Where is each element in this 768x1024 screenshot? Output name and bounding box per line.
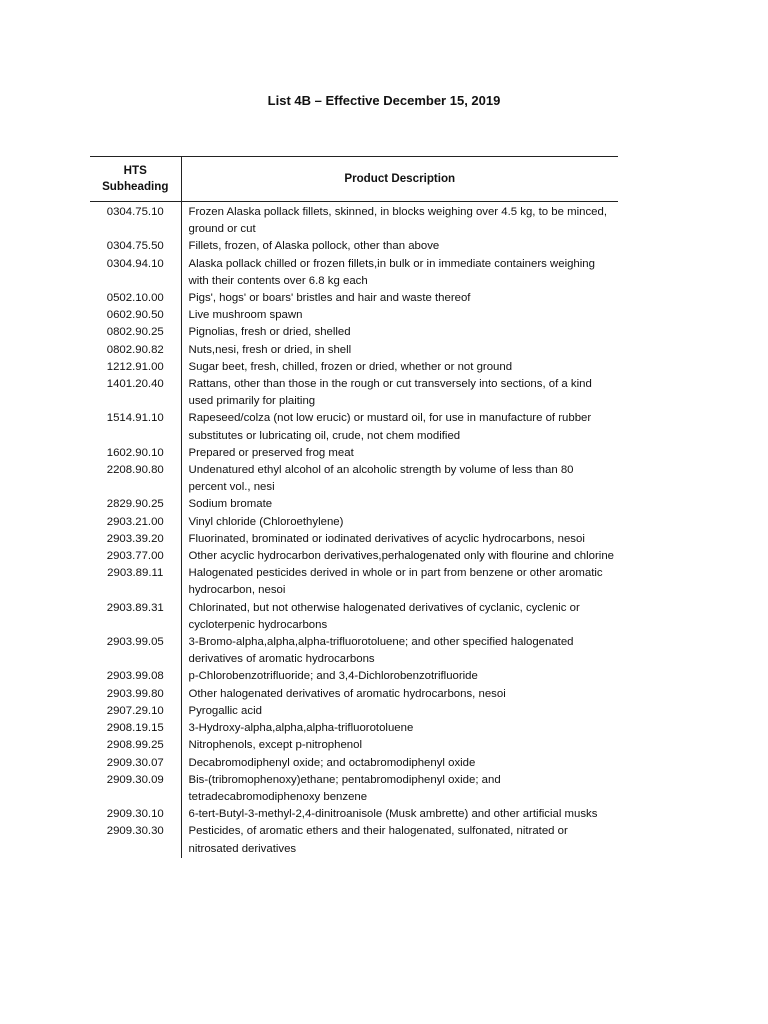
- hts-code-cell: 2907.29.10: [90, 703, 181, 720]
- table-row: [90, 514, 618, 531]
- table-row: [90, 823, 618, 857]
- table-body: [90, 202, 618, 858]
- table-row: [90, 238, 618, 255]
- table-row: [90, 531, 618, 548]
- hts-code-cell: 2909.30.10: [90, 806, 181, 823]
- table-row: [90, 703, 618, 720]
- hts-code-cell: 2908.99.25: [90, 737, 181, 754]
- hts-code-cell: 0304.75.50: [90, 238, 181, 255]
- hts-code-cell: 2903.99.05: [90, 634, 181, 668]
- product-description-cell: Rapeseed/colza (not low erucic) or mustard oil, for use in manufacture of rubber substitutes or lubricating oil, crude, not chem modified: [188, 412, 592, 442]
- table-row: [90, 256, 618, 290]
- table-row: [90, 806, 618, 823]
- hts-header-line2: Subheading: [102, 180, 169, 193]
- product-description-cell: Nuts,nesi, fresh or dried, in shell: [188, 343, 352, 356]
- product-description-cell: 3-Bromo-alpha,alpha,alpha-trifluorotoluene; and other specified halogenated derivatives of aromatic hydrocarbons: [188, 636, 574, 666]
- product-description-cell: Vinyl chloride (Chloroethylene): [188, 515, 344, 528]
- table-row: [90, 600, 618, 634]
- table-row: [90, 342, 618, 359]
- product-description-cell: Other acyclic hydrocarbon derivatives,perhalogenated only with flourine and chlorine: [188, 550, 614, 563]
- table-row: [90, 359, 618, 376]
- product-description-cell: 3-Hydroxy-alpha,alpha,alpha-trifluorotoluene: [188, 722, 414, 735]
- table-row: [90, 755, 618, 772]
- table-row: [90, 202, 618, 239]
- product-description-cell: Rattans, other than those in the rough or cut transversely into sections, of a kind used primarily for plaiting: [188, 378, 592, 408]
- product-description-cell: Undenatured ethyl alcohol of an alcoholic strength by volume of less than 80 percent vol., nesi: [188, 464, 574, 494]
- product-description-cell: Pesticides, of aromatic ethers and their halogenated, sulfonated, nitrated or nitrosated derivatives: [188, 825, 568, 855]
- table-row: [90, 548, 618, 565]
- table-row: [90, 720, 618, 737]
- product-description-cell: Fluorinated, brominated or iodinated derivatives of acyclic hydrocarbons, nesoi: [188, 532, 585, 545]
- hts-code-cell: 2909.30.30: [90, 823, 181, 857]
- product-description-cell: Sodium bromate: [188, 498, 273, 511]
- hts-code-cell: 2903.89.11: [90, 565, 181, 599]
- product-description-cell: Other halogenated derivatives of aromatic hydrocarbons, nesoi: [188, 687, 506, 700]
- hts-header-line1: HTS: [123, 164, 147, 177]
- hts-code-cell: 2909.30.07: [90, 755, 181, 772]
- hts-code-cell: 0304.75.10: [90, 202, 181, 239]
- hts-code-cell: 2903.21.00: [90, 514, 181, 531]
- product-description-cell: 6-tert-Butyl-3-methyl-2,4-dinitroanisole (Musk ambrette) and other artificial musks: [188, 808, 598, 821]
- hts-code-cell: 2903.99.08: [90, 668, 181, 685]
- table-row: [90, 737, 618, 754]
- product-description-cell: Bis-(tribromophenoxy)ethane; pentabromodiphenyl oxide; and tetradecabromodiphenoxy benzene: [188, 773, 501, 803]
- hts-code-cell: 2903.77.00: [90, 548, 181, 565]
- table-row: [90, 410, 618, 444]
- product-description-cell: Prepared or preserved frog meat: [188, 446, 354, 459]
- hts-code-cell: 2208.90.80: [90, 462, 181, 496]
- hts-subheading-header: [90, 157, 181, 202]
- product-description-cell: Pignolias, fresh or dried, shelled: [188, 326, 351, 339]
- table-header-row: [90, 157, 618, 202]
- table-row: [90, 668, 618, 685]
- product-description-cell: Live mushroom spawn: [188, 309, 303, 322]
- table-row: [90, 565, 618, 599]
- hts-code-cell: 0502.10.00: [90, 290, 181, 307]
- hts-code-cell: 1514.91.10: [90, 410, 181, 444]
- product-description-header: Product Description: [181, 157, 618, 202]
- product-description-cell: Sugar beet, fresh, chilled, frozen or dried, whether or not ground: [188, 360, 513, 373]
- product-description-cell: Alaska pollack chilled or frozen fillets,in bulk or in immediate containers weighing with their contents over 6.8 kg each: [188, 257, 595, 287]
- product-description-cell: Frozen Alaska pollack fillets, skinned, in blocks weighing over 4.5 kg, to be minced, ground or cut: [188, 206, 608, 236]
- hts-code-cell: 0802.90.82: [90, 342, 181, 359]
- hts-code-cell: 0802.90.25: [90, 324, 181, 341]
- product-description-cell: Nitrophenols, except p-nitrophenol: [188, 739, 362, 752]
- product-description-cell: p-Chlorobenzotrifluoride; and 3,4-Dichlorobenzotrifluoride: [188, 670, 478, 683]
- table-row: [90, 686, 618, 703]
- hts-code-cell: 2908.19.15: [90, 720, 181, 737]
- hts-code-cell: 2829.90.25: [90, 496, 181, 513]
- product-description-cell: Pigs', hogs' or boars' bristles and hair and waste thereof: [188, 292, 471, 305]
- table-row: [90, 324, 618, 341]
- hts-code-cell: 1212.91.00: [90, 359, 181, 376]
- table-row: [90, 462, 618, 496]
- hts-code-cell: 2903.89.31: [90, 600, 181, 634]
- hts-code-cell: 2909.30.09: [90, 772, 181, 806]
- table-row: [90, 376, 618, 410]
- table-row: [90, 496, 618, 513]
- hts-code-cell: 1602.90.10: [90, 445, 181, 462]
- table-row: [90, 772, 618, 806]
- product-description-cell: Decabromodiphenyl oxide; and octabromodiphenyl oxide: [188, 756, 476, 769]
- table-row: [90, 445, 618, 462]
- product-description-cell: Pyrogallic acid: [188, 704, 262, 717]
- page-title: List 4B – Effective December 15, 2019: [267, 93, 501, 108]
- product-description-cell: Halogenated pesticides derived in whole or in part from benzene or other aromatic hydrocarbon, nesoi: [188, 567, 603, 597]
- hts-code-cell: 0304.94.10: [90, 256, 181, 290]
- hts-code-cell: 2903.39.20: [90, 531, 181, 548]
- table-row: [90, 290, 618, 307]
- hts-product-table: [90, 156, 618, 858]
- table-row: [90, 307, 618, 324]
- product-description-cell: Fillets, frozen, of Alaska pollock, other than above: [188, 240, 440, 253]
- product-description-cell: Chlorinated, but not otherwise halogenated derivatives of cyclanic, cyclenic or cycloterpenic hydrocarbons: [188, 601, 580, 631]
- table-row: [90, 634, 618, 668]
- hts-code-cell: 0602.90.50: [90, 307, 181, 324]
- hts-code-cell: 2903.99.80: [90, 686, 181, 703]
- hts-code-cell: 1401.20.40: [90, 376, 181, 410]
